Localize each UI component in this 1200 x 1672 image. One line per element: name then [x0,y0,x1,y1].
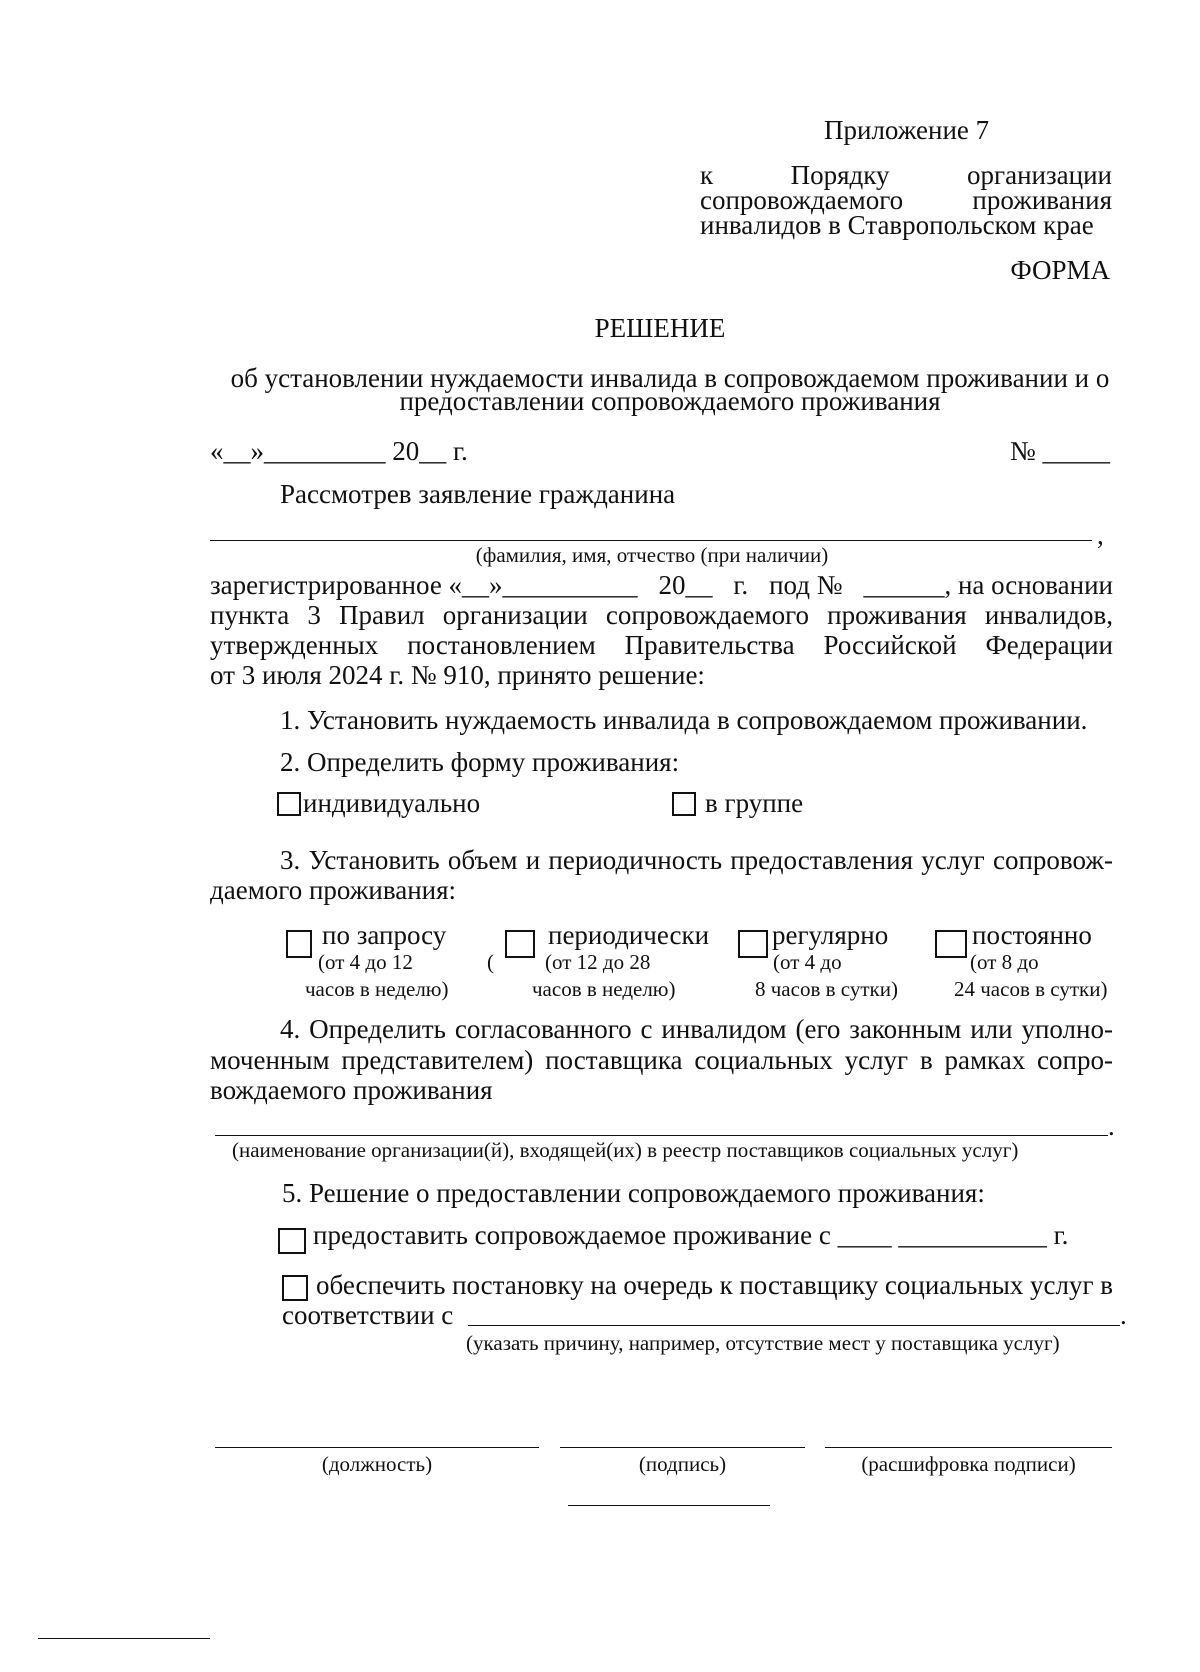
checkbox-group[interactable] [672,792,696,816]
queue-line-2: соответствии с [282,1300,454,1330]
unit-periodic: часов в неделю) [532,977,676,1001]
label-individual: индивидуально [303,788,481,818]
checkbox-provide[interactable] [278,1228,306,1254]
separator-line [568,1505,770,1506]
registered-line: зарегистрированное «__»__________ 20__ г. под № ______, на основании [210,570,1113,600]
item-2: 2. Определить форму проживания: [280,747,680,777]
title-sub-line-2: предоставлении сопровождаемого проживания [399,386,941,416]
provider-caption: (наименование организации(й), входящей(их) в реестр поставщиков социальных услуг) [232,1138,1019,1162]
item-4-line-1: 4. Определить согласованного с инвалидом (его законным или уполно- [280,1014,1113,1044]
item-3-line-1: 3. Установить объем и периодичность предоставления услуг сопровож- [280,845,1113,875]
label-regular: регулярно [772,920,889,950]
range-permanent: (от 8 до [970,950,1039,974]
checkbox-queue[interactable] [282,1275,308,1301]
item-3-line-2: даемого проживания: [210,875,457,905]
decoding-caption: (расшифровка подписи) [861,1452,1076,1476]
intro-line-2: пункта 3 Правил организации сопровождаемого проживания инвалидов, [210,600,1113,630]
position-caption: (должность) [321,1452,433,1476]
title-sub-line-1: об установлении нуждаемости инвалида в сопровождаемом проживании и о [230,363,1110,393]
range-on-request: (от 4 до 12 [318,950,413,974]
appendix-label: Приложение 7 [824,115,990,145]
checkbox-on-request[interactable] [286,930,312,958]
intro-line-4: от 3 июля 2024 г. № 910, принято решение: [210,660,705,690]
unit-on-request: часов в неделю) [305,977,449,1001]
checkbox-permanent[interactable] [935,930,967,958]
unit-regular: 8 часов в сутки) [755,977,898,1001]
decision-number-field[interactable]: № _____ [1009,436,1110,466]
intro-line-3: утвержденных постановлением Правительства Российской Федерации [210,630,1113,660]
signature-caption: (подпись) [638,1452,727,1476]
form-label: ФОРМА [1010,255,1110,285]
document-title: РЕШЕНИЕ [594,313,726,343]
item-5: 5. Решение о предоставлении сопровождаемого проживания: [282,1178,985,1208]
reason-period: . [1120,1300,1127,1330]
decision-date-field[interactable]: «__»_________ 20__ г. [210,436,468,466]
label-group: в группе [705,788,804,818]
item-1: 1. Установить нуждаемость инвалида в сопровождаемом проживании. [280,705,1088,735]
reason-caption: (указать причину, например, отсутствие мест у поставщика услуг) [466,1331,1060,1355]
unit-permanent: 24 часов в сутки) [954,977,1108,1001]
queue-line-1: обеспечить постановку на очередь к поставщику социальных услуг в [316,1270,1113,1300]
paren-periodic: ( [487,950,494,974]
fio-fill-line[interactable] [210,540,1092,541]
label-permanent: постоянно [972,920,1092,950]
to-order-line-1: к Порядку организации [700,160,1112,190]
fio-caption: (фамилия, имя, отчество (при наличии) [475,543,829,567]
checkbox-individual[interactable] [277,792,301,816]
footnote-separator-line [38,1638,210,1639]
checkbox-regular[interactable] [738,930,768,958]
label-provide: предоставить сопровождаемое проживание с ____ ___________ г. [313,1220,1069,1250]
position-fill-line[interactable] [215,1447,539,1448]
item-4-line-2: моченным представителем) поставщика социальных услуг в рамках сопро- [210,1045,1113,1075]
to-order-line-2: сопровождаемого проживания [700,185,1112,215]
checkbox-periodic[interactable] [505,930,535,958]
label-on-request: по запросу [322,920,447,950]
provider-fill-line[interactable] [215,1135,1108,1136]
to-order-line-3: инвалидов в Ставропольском крае [700,210,1094,240]
decoding-fill-line[interactable] [825,1447,1112,1448]
reason-fill-line[interactable] [468,1325,1120,1326]
signature-fill-line[interactable] [560,1447,805,1448]
range-periodic: (от 12 до 28 [545,950,651,974]
considered-text: Рассмотрев заявление гражданина [280,479,676,509]
range-regular: (от 4 до [773,950,842,974]
fio-comma: , [1097,520,1104,550]
provider-period: . [1108,1111,1115,1141]
label-periodic: периодически [548,920,710,950]
item-4-line-3: вождаемого проживания [210,1075,493,1105]
